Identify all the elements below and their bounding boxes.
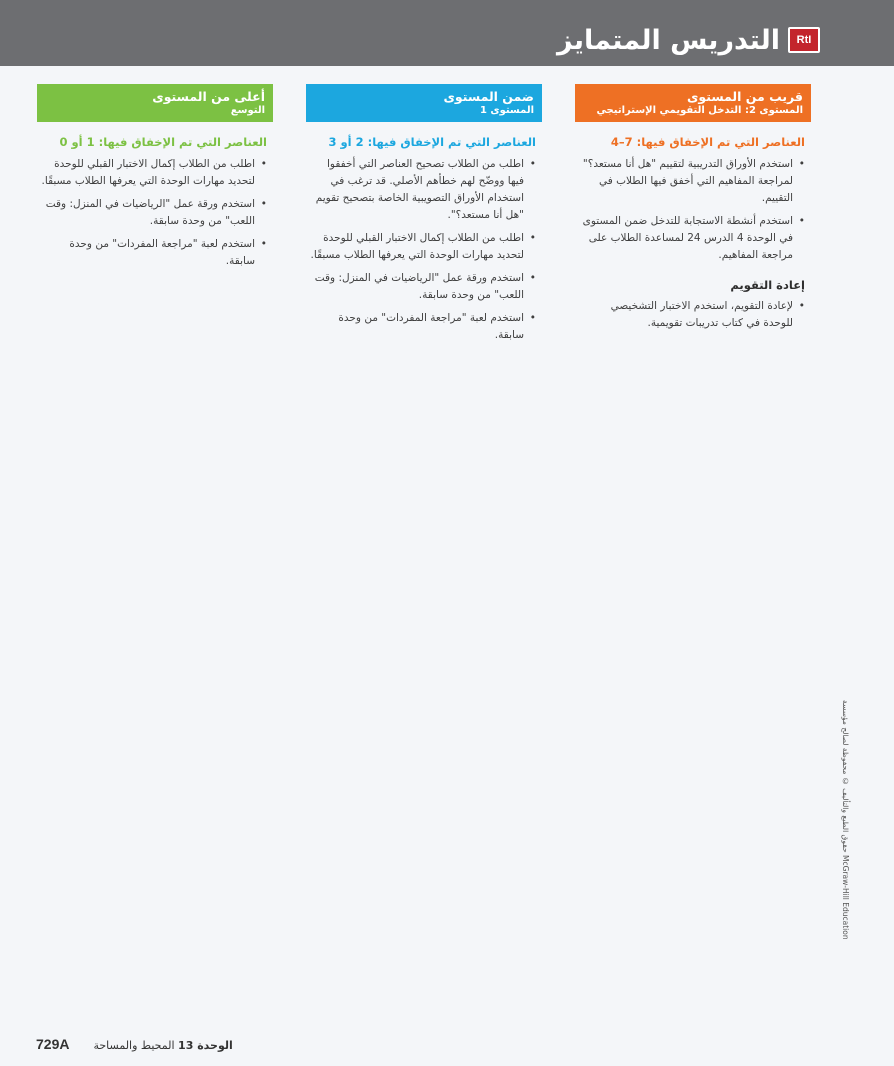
column-subtitle: المستوى 2: التدخل التقويمي الإستراتيجي [596, 105, 803, 116]
list-item: • اطلب من الطلاب إكمال الاختبار القبلي للوحدة لتحديد مهارات الوحدة التي يعرفها الطلاب مسبقًا. [41, 156, 267, 190]
column-subtitle: التوسع [230, 105, 265, 116]
page-footer [36, 1036, 233, 1052]
list-item: • استخدم لعبة "مراجعة المفردات" من وحدة سابقة. [310, 310, 536, 344]
unit-title: المحيط والمساحة [93, 1039, 175, 1052]
header [557, 20, 820, 60]
column-body [575, 122, 811, 332]
column-subtitle: المستوى 1 [479, 105, 534, 116]
column-title: أعلى من المستوى [152, 89, 265, 104]
column-header [575, 84, 811, 122]
bullet-list [41, 156, 267, 270]
page-title: التدريس المتمايز [557, 24, 780, 56]
criteria-heading: العناصر التي تم الإخفاق فيها: 7–4 [610, 135, 805, 149]
column-header [37, 84, 273, 122]
column-approaching-level [575, 84, 811, 338]
list-item: • اطلب من الطلاب إكمال الاختبار القبلي للوحدة لتحديد مهارات الوحدة التي يعرفها الطلاب مسبقًا. [310, 230, 536, 264]
criteria-heading: العناصر التي تم الإخفاق فيها: 1 أو 0 [59, 135, 267, 149]
bullet-list [310, 156, 536, 344]
column-beyond-level [37, 84, 273, 276]
column-on-level [306, 84, 542, 350]
bullet-list [579, 156, 805, 264]
column-title: قريب من المستوى [686, 89, 803, 104]
list-item: • اطلب من الطلاب تصحيح العناصر التي أخفقوا فيها ووضّح لهم خطأهم الأصلي. قد ترغب في استخدام الأوراق التصويبية الخاصة بتصحيح تقويم "هل أنا مستعد؟". [310, 156, 536, 224]
list-item: • استخدم ورقة عمل "الرياضيات في المنزل: وقت اللعب" من وحدة سابقة. [41, 196, 267, 230]
list-item: • استخدم أنشطة الاستجابة للتدخل ضمن المستوى في الوحدة 4 الدرس 24 لمساعدة الطلاب على مراجعة المفاهيم. [579, 213, 805, 264]
list-item: • استخدم الأوراق التدريبية لتقييم "هل أنا مستعد؟" لمراجعة المفاهيم التي أخفق فيها الطلاب في التقييم. [579, 156, 805, 207]
page-number: 729A [36, 1036, 70, 1052]
footer-unit-label [93, 1039, 232, 1052]
column-header [306, 84, 542, 122]
reassess-heading: إعادة التقويم [730, 278, 805, 292]
copyright-credit: حقوق الطبع والتأليف © محفوظة لصالح مؤسسة McGraw-Hill Education [841, 700, 850, 940]
list-item: • استخدم لعبة "مراجعة المفردات" من وحدة سابقة. [41, 236, 267, 270]
column-title: ضمن المستوى [443, 89, 534, 104]
column-body [37, 122, 273, 270]
list-item: • لإعادة التقويم، استخدم الاختبار التشخيصي للوحدة في كتاب تدريبات تقويمية. [579, 298, 805, 332]
unit-number: الوحدة 13 [178, 1039, 233, 1052]
list-item: • استخدم ورقة عمل "الرياضيات في المنزل: وقت اللعب" من وحدة سابقة. [310, 270, 536, 304]
criteria-heading: العناصر التي تم الإخفاق فيها: 2 أو 3 [328, 135, 536, 149]
rti-badge-icon: RtI [788, 27, 820, 53]
reassess-list [579, 298, 805, 332]
column-body [306, 122, 542, 344]
